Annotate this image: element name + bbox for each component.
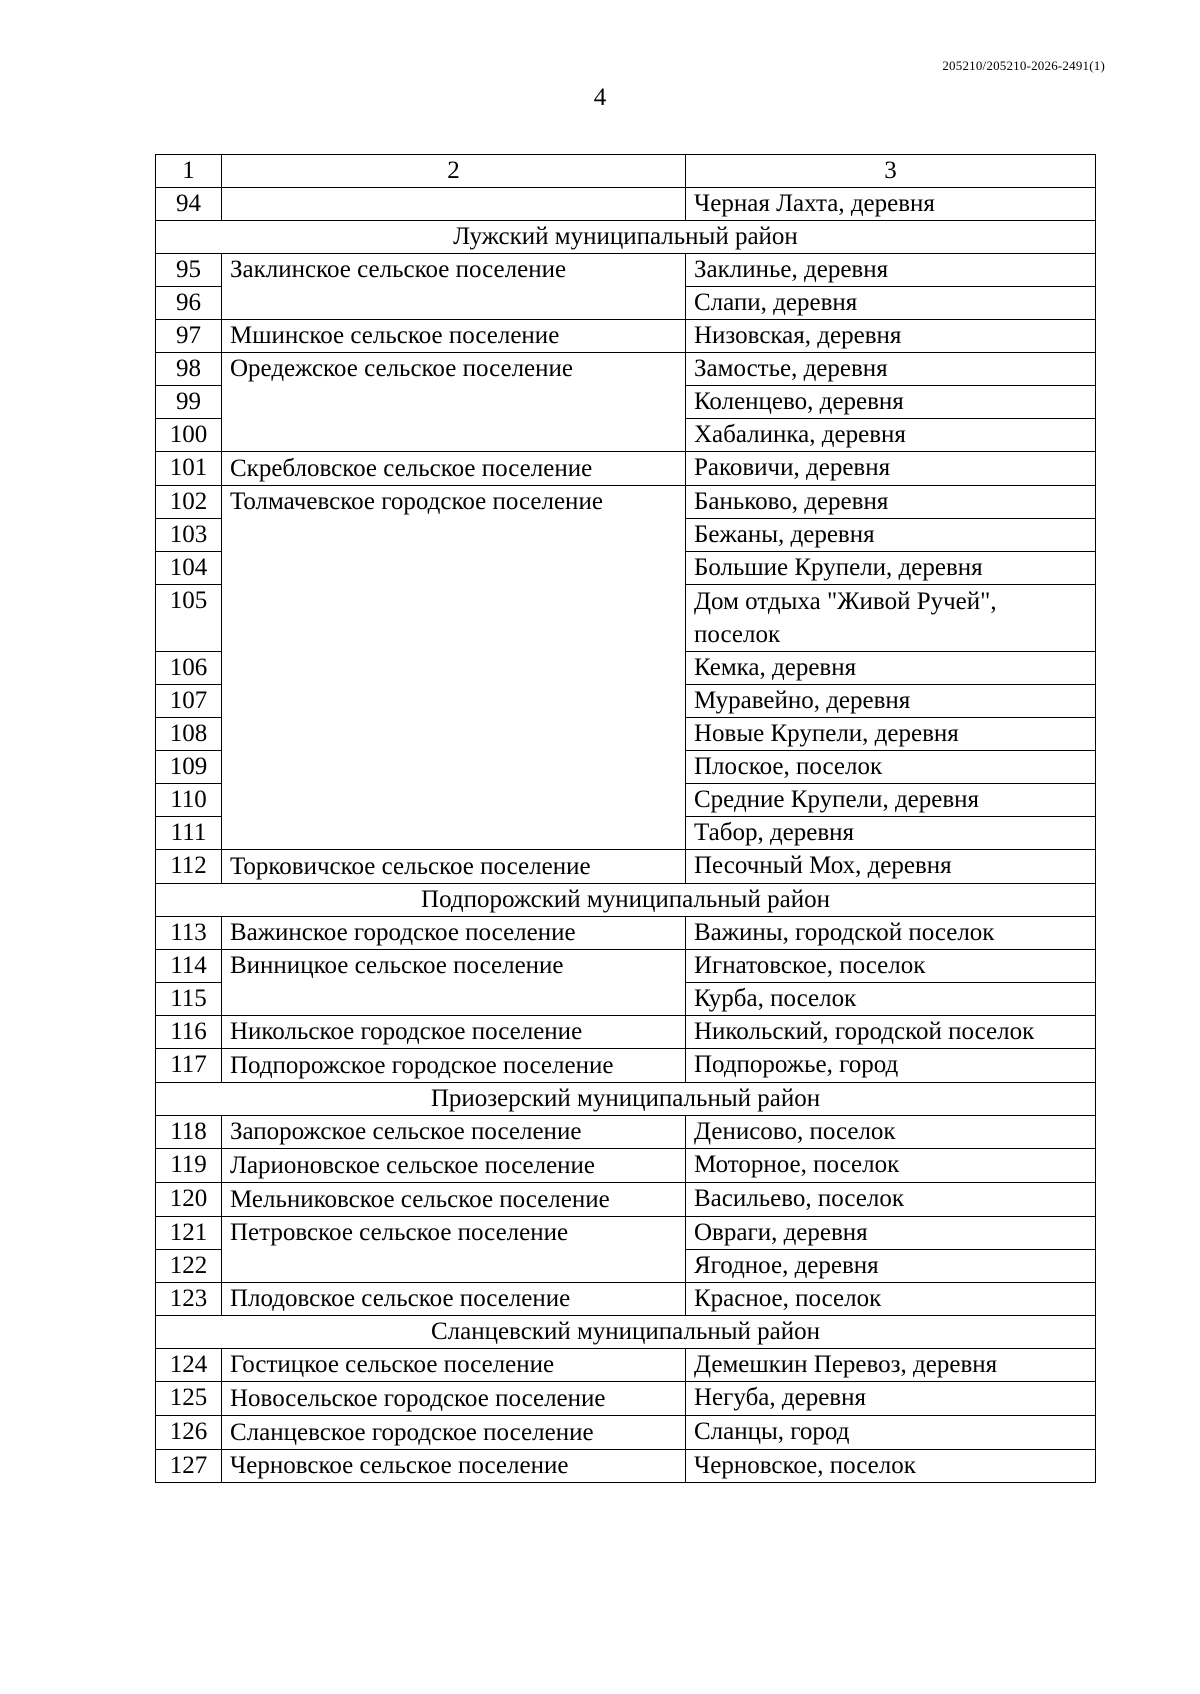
settlement-name: Мшинское сельское поселение [222,320,686,353]
place-name: Замостье, деревня [686,353,1096,386]
settlements-table [155,154,1096,1483]
row-number: 102 [156,486,222,519]
table-row [156,784,1096,817]
row-number: 99 [156,386,222,419]
row-number: 112 [156,850,222,884]
row-number: 117 [156,1049,222,1083]
place-name: Овраги, деревня [686,1217,1096,1250]
settlement-name: Заклинское сельское поселение [222,254,686,287]
table-row [156,685,1096,718]
place-name: Раковичи, деревня [686,452,1096,486]
row-number: 125 [156,1382,222,1416]
table-row [156,1149,1096,1183]
settlement-name [222,287,686,320]
column-header-3: 3 [686,155,1096,188]
row-number: 98 [156,353,222,386]
place-name: Коленцево, деревня [686,386,1096,419]
row-number: 114 [156,950,222,983]
settlement-name: Никольское городское поселение [222,1016,686,1049]
settlement-name [222,718,686,751]
column-header-2: 2 [222,155,686,188]
district-row [156,221,1096,254]
settlement-name: Черновское сельское поселение [222,1450,686,1483]
table-row [156,585,1096,652]
place-name: Заклинье, деревня [686,254,1096,287]
settlement-name [222,188,686,221]
row-number: 126 [156,1416,222,1450]
row-number: 100 [156,419,222,452]
row-number: 109 [156,751,222,784]
place-name: Новые Крупели, деревня [686,718,1096,751]
row-number: 105 [156,585,222,652]
settlement-name [222,519,686,552]
settlement-name: Запорожское сельское поселение [222,1116,686,1149]
table-row [156,1183,1096,1217]
place-name: Ягодное, деревня [686,1250,1096,1283]
place-name: Васильево, поселок [686,1183,1096,1217]
settlement-name [222,386,686,419]
place-name: Табор, деревня [686,817,1096,850]
place-name: Слапи, деревня [686,287,1096,320]
place-name: Моторное, поселок [686,1149,1096,1183]
table-row [156,1283,1096,1316]
table-row [156,1382,1096,1416]
place-name: Красное, поселок [686,1283,1096,1316]
settlement-name: Петровское сельское поселение [222,1217,686,1250]
settlement-name: Плодовское сельское поселение [222,1283,686,1316]
settlement-name: Толмачевское городское поселение [222,486,686,519]
table-row [156,718,1096,751]
settlement-name: Важинское городское поселение [222,917,686,950]
settlement-name: Новосельское городское поселение [222,1382,686,1416]
settlement-name [222,751,686,784]
table-row [156,519,1096,552]
row-number: 115 [156,983,222,1016]
table-row [156,1049,1096,1083]
settlement-name [222,685,686,718]
table-row [156,320,1096,353]
row-number: 107 [156,685,222,718]
place-name: Бежаны, деревня [686,519,1096,552]
table-row [156,1416,1096,1450]
table-row [156,254,1096,287]
settlement-name [222,784,686,817]
row-number: 104 [156,552,222,585]
settlement-name: Скребловское сельское поселение [222,452,686,486]
table-row [156,419,1096,452]
place-name: Баньково, деревня [686,486,1096,519]
table-header-row [156,155,1096,188]
table-row [156,751,1096,784]
district-name: Лужский муниципальный район [156,221,1096,254]
place-name: Большие Крупели, деревня [686,552,1096,585]
table-body [156,155,1096,1483]
row-number: 101 [156,452,222,486]
district-name: Приозерский муниципальный район [156,1083,1096,1116]
row-number: 94 [156,188,222,221]
row-number: 108 [156,718,222,751]
table-row [156,552,1096,585]
table-row [156,353,1096,386]
table-row [156,1016,1096,1049]
settlement-name [222,652,686,685]
row-number: 121 [156,1217,222,1250]
settlement-name: Оредежское сельское поселение [222,353,686,386]
table-row [156,1250,1096,1283]
table-row [156,652,1096,685]
row-number: 124 [156,1349,222,1382]
table-row [156,386,1096,419]
row-number: 113 [156,917,222,950]
settlement-name: Ларионовское сельское поселение [222,1149,686,1183]
row-number: 95 [156,254,222,287]
settlement-name: Подпорожское городское поселение [222,1049,686,1083]
place-name: Демешкин Перевоз, деревня [686,1349,1096,1382]
row-number: 118 [156,1116,222,1149]
table-row [156,817,1096,850]
settlement-name [222,552,686,585]
place-name: Сланцы, город [686,1416,1096,1450]
column-header-1: 1 [156,155,222,188]
place-name: Игнатовское, поселок [686,950,1096,983]
row-number: 111 [156,817,222,850]
settlement-name: Торковичское сельское поселение [222,850,686,884]
place-name: Важины, городской поселок [686,917,1096,950]
place-name: Хабалинка, деревня [686,419,1096,452]
settlement-name: Гостицкое сельское поселение [222,1349,686,1382]
place-name: Черная Лахта, деревня [686,188,1096,221]
district-row [156,884,1096,917]
place-name: Муравейно, деревня [686,685,1096,718]
settlement-name: Мельниковское сельское поселение [222,1183,686,1217]
table-row [156,917,1096,950]
table-row [156,983,1096,1016]
table-row [156,1116,1096,1149]
place-name: Средние Крупели, деревня [686,784,1096,817]
district-row [156,1083,1096,1116]
place-name: Дом отдыха "Живой Ручей", поселок [686,585,1096,652]
table-row [156,1217,1096,1250]
row-number: 103 [156,519,222,552]
row-number: 123 [156,1283,222,1316]
document-id: 205210/205210-2026-2491(1) [942,58,1105,73]
row-number: 120 [156,1183,222,1217]
district-name: Сланцевский муниципальный район [156,1316,1096,1349]
table-row [156,1450,1096,1483]
row-number: 97 [156,320,222,353]
place-name: Подпорожье, город [686,1049,1096,1083]
row-number: 96 [156,287,222,320]
place-name: Денисово, поселок [686,1116,1096,1149]
place-name: Никольский, городской поселок [686,1016,1096,1049]
settlement-name: Винницкое сельское поселение [222,950,686,983]
place-name: Кемка, деревня [686,652,1096,685]
row-number: 110 [156,784,222,817]
district-row [156,1316,1096,1349]
table-row [156,287,1096,320]
table-row [156,850,1096,884]
row-number: 122 [156,1250,222,1283]
row-number: 116 [156,1016,222,1049]
table-row [156,1349,1096,1382]
table-row [156,486,1096,519]
place-name: Негуба, деревня [686,1382,1096,1416]
table-row [156,950,1096,983]
place-name: Песочный Мох, деревня [686,850,1096,884]
row-number: 119 [156,1149,222,1183]
row-number: 106 [156,652,222,685]
settlement-name [222,817,686,850]
place-name: Курба, поселок [686,983,1096,1016]
settlement-name: Сланцевское городское поселение [222,1416,686,1450]
row-number: 127 [156,1450,222,1483]
place-name: Плоское, поселок [686,751,1096,784]
settlement-name [222,983,686,1016]
settlement-name [222,1250,686,1283]
table-row [156,188,1096,221]
place-name: Низовская, деревня [686,320,1096,353]
settlement-name [222,585,686,652]
table-row [156,452,1096,486]
page-number: 4 [593,84,607,111]
settlement-name [222,419,686,452]
district-name: Подпорожский муниципальный район [156,884,1096,917]
place-name: Черновское, поселок [686,1450,1096,1483]
